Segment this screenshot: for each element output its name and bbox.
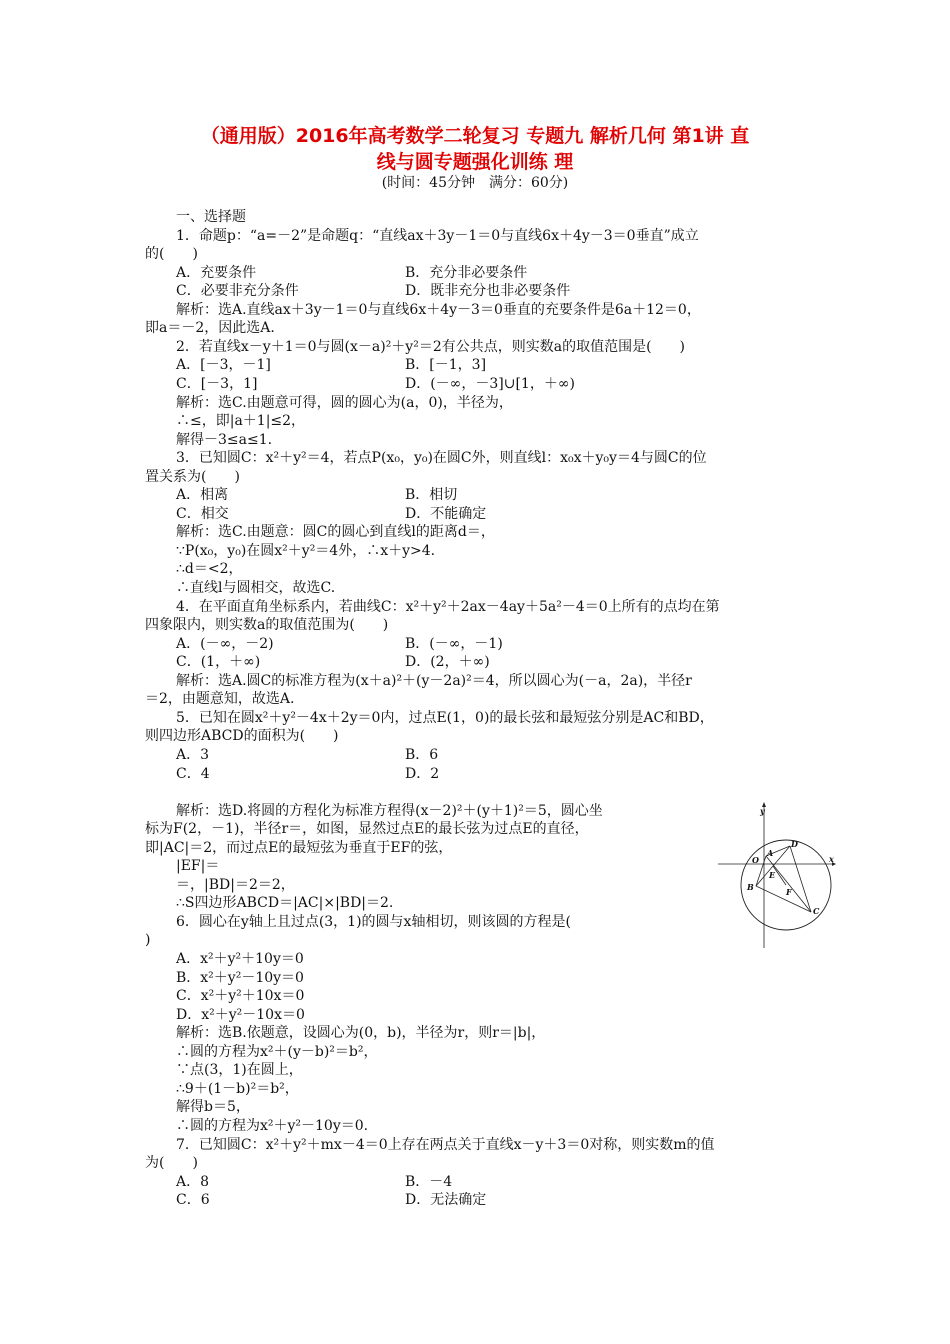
option-text: B．6 xyxy=(405,746,439,763)
label-a: A xyxy=(767,848,774,858)
line-text: 5．已知在圆x²＋y²－4x＋2y＝0内，过点E(1，0)的最长弦和最短弦分别是AC和BD， xyxy=(176,709,714,726)
text-line xyxy=(145,727,339,746)
text-line xyxy=(176,1061,303,1080)
line-text: A．充要条件 xyxy=(176,264,257,281)
text-line xyxy=(176,356,487,375)
line-text: C．4 xyxy=(176,765,210,782)
doc-subtitle: (时间：45分钟 满分：60分) xyxy=(381,175,569,191)
line-text: ∵P(x₀，y₀)在圆x²＋y²＝4外，∴x＋y>4. xyxy=(176,542,436,559)
option-text: B．[－1，3] xyxy=(405,357,487,374)
line-text: A．相离 xyxy=(176,487,229,504)
line-text: 四象限内，则实数a的取值范围为( ) xyxy=(145,617,389,634)
text-line xyxy=(176,969,304,988)
option-text: B．充分非必要条件 xyxy=(405,264,528,281)
doc-title-line-2: 线与圆专题强化训练 理 xyxy=(376,151,574,173)
label-f: F xyxy=(786,887,792,897)
line-text: 4．在平面直角坐标系内，若曲线C：x²＋y²＋2ax－4ay＋5a²－4＝0上所有的点均在第 xyxy=(176,598,720,615)
line-text: 为( ) xyxy=(145,1155,198,1172)
text-line xyxy=(176,542,435,561)
line-text: 标为F(2，－1)，半径r＝，如图，显然过点E的最长弦为过点E的直径， xyxy=(145,821,589,838)
text-line xyxy=(176,560,243,579)
text-line xyxy=(145,690,294,709)
text-line xyxy=(176,505,487,524)
text-line xyxy=(176,523,495,542)
line-text: A．x²＋y²＋10y＝0 xyxy=(176,951,304,967)
line-text: 6．圆心在y轴上且过点(3，1)的圆与x轴相切，则该圆的方程是( xyxy=(176,913,571,930)
text-line xyxy=(176,1173,453,1192)
option-text: D．2 xyxy=(405,765,440,782)
line-text: 解析：选C.由题意可得，圆的圆心为(a，0)，半径为， xyxy=(176,394,513,411)
text-line xyxy=(176,598,720,617)
text-line xyxy=(176,394,513,413)
line-text: 2．若直线x－y＋1＝0与圆(x－a)²＋y²＝2有公共点，则实数a的取值范围是( ) xyxy=(176,338,686,355)
text-line xyxy=(176,431,272,450)
line-text: 则四边形ABCD的面积为( ) xyxy=(145,728,339,745)
line-text: A．3 xyxy=(176,746,210,763)
line-text: 解得b＝5， xyxy=(176,1099,250,1116)
text-line xyxy=(176,746,439,765)
line-text: C．6 xyxy=(176,1192,210,1209)
text-line xyxy=(176,672,692,691)
text-line xyxy=(176,227,699,246)
text-line xyxy=(145,616,388,635)
line-text: A．[－3，－1] xyxy=(176,357,271,374)
text-line xyxy=(176,208,246,227)
option-text: D．(－∞，－3]∪[1，＋∞) xyxy=(405,375,575,392)
option-text: D．(2，＋∞) xyxy=(405,654,490,671)
text-line xyxy=(145,245,198,264)
line-text: ∴S四边形ABCD＝|AC|×|BD|＝2. xyxy=(176,895,394,912)
line-text: A．(－∞，－2) xyxy=(176,635,274,652)
text-line xyxy=(176,876,295,895)
line-text: ) xyxy=(145,932,151,949)
text-line xyxy=(145,468,240,487)
line-text: 解析：选C.由题意：圆C的圆心到直线l的距离d＝， xyxy=(176,524,495,541)
option-text: B．－4 xyxy=(405,1173,453,1190)
text-line xyxy=(145,931,150,950)
text-line xyxy=(145,839,452,858)
label-o: O xyxy=(752,855,759,865)
line-text: ＝2，由题意知，故选A. xyxy=(145,691,295,708)
line-text: ＝，|BD|＝2＝2， xyxy=(176,876,295,893)
text-line xyxy=(176,635,503,654)
line-text: ∴圆的方程为x²＋y²－10y＝0. xyxy=(176,1117,369,1134)
text-line xyxy=(176,301,701,320)
line-text: 7．已知圆C：x²＋y²＋mx－4＝0上存在两点关于直线x－y＋3＝0对称，则实数m的值 xyxy=(176,1136,715,1153)
option-text: D．既非充分也非必要条件 xyxy=(405,283,571,300)
line-text: |EF|＝ xyxy=(176,858,220,875)
option-text: B．相切 xyxy=(405,487,458,504)
text-line xyxy=(176,950,304,969)
line-text: D．x²＋y²－10x＝0 xyxy=(176,1006,305,1023)
text-line xyxy=(176,1024,545,1043)
text-line xyxy=(176,412,305,431)
line-text: 解析：选D.将圆的方程化为标准方程得(x－2)²＋(y＋1)²＝5，圆心坐 xyxy=(176,802,603,819)
text-line xyxy=(176,338,685,357)
line-text: 解析：选A.直线ax＋3y－1＝0与直线6x＋4y－3＝0垂直的充要条件是6a＋12＝0， xyxy=(176,301,701,318)
line-text: ∴≤，即|a＋1|≤2， xyxy=(176,413,306,430)
text-line xyxy=(176,857,219,876)
text-line xyxy=(176,264,528,283)
text-line xyxy=(176,1006,305,1025)
text-line xyxy=(145,319,275,338)
text-line xyxy=(176,1098,250,1117)
line-text: C．(1，＋∞) xyxy=(176,654,261,671)
line-text: ∵点(3，1)在圆上， xyxy=(176,1062,303,1079)
text-line xyxy=(176,579,335,598)
text-line xyxy=(176,375,575,394)
text-line xyxy=(145,1154,198,1173)
option-text: D．不能确定 xyxy=(405,505,487,522)
line-text: 解得－3≤a≤1. xyxy=(176,431,273,448)
text-line xyxy=(176,894,393,913)
label-c: C xyxy=(813,906,820,916)
line-text: ∴9＋(1－b)²＝b²， xyxy=(176,1080,299,1097)
line-text: A．8 xyxy=(176,1173,210,1190)
text-line xyxy=(176,1117,368,1136)
text-line xyxy=(176,653,490,672)
line-text: 3．已知圆C：x²＋y²＝4，若点P(x₀，y₀)在圆C外，则直线l：x₀x＋y₀y＝4与圆C的位 xyxy=(176,450,707,467)
circle-figure xyxy=(714,800,838,950)
line-text: C．必要非充分条件 xyxy=(176,283,299,300)
option-text: B．(－∞，－1) xyxy=(405,635,503,652)
side-dc xyxy=(790,846,811,912)
text-line xyxy=(176,913,571,932)
label-y: y xyxy=(760,806,765,816)
chord-ac xyxy=(766,856,811,912)
text-line xyxy=(176,802,603,821)
label-d: D xyxy=(791,839,798,849)
text-line xyxy=(176,765,440,784)
text-line xyxy=(176,449,707,468)
label-e: E xyxy=(769,870,776,880)
line-text: 即a＝－2，因此选A. xyxy=(145,320,275,337)
line-text: B．x²＋y²－10y＝0 xyxy=(176,969,304,986)
label-b: B xyxy=(747,882,754,892)
line-text: 解析：选B.依题意，设圆心为(0，b)，半径为r，则r＝|b|， xyxy=(176,1025,546,1042)
line-text: 的( ) xyxy=(145,246,198,263)
doc-title-line-1: （通用版）2016年高考数学二轮复习 专题九 解析几何 第1讲 直 xyxy=(200,125,750,147)
line-text: 一、选择题 xyxy=(176,209,246,225)
option-text: D．无法确定 xyxy=(405,1192,487,1209)
text-line xyxy=(176,486,458,505)
line-text: C．相交 xyxy=(176,505,229,522)
text-line xyxy=(176,1136,715,1155)
line-text: C．[－3，1] xyxy=(176,375,258,392)
line-text: 置关系为( ) xyxy=(145,468,240,485)
text-line xyxy=(145,820,589,839)
label-x: x xyxy=(829,854,834,864)
text-line xyxy=(176,282,571,301)
line-text: 解析：选A.圆C的标准方程为(x＋a)²＋(y－2a)²＝4，所以圆心为(－a，2a)，半径r xyxy=(176,672,692,689)
text-line xyxy=(176,709,714,728)
line-text: C．x²＋y²＋10x＝0 xyxy=(176,988,305,1005)
text-line xyxy=(176,1080,299,1099)
line-text: ∴圆的方程为x²＋(y－b)²＝b²， xyxy=(176,1043,378,1060)
text-line xyxy=(176,1043,378,1062)
line-text: 1．命题p：“a=－2”是命题q：“直线ax＋3y－1＝0与直线6x＋4y－3＝0垂直”成立 xyxy=(176,227,699,244)
line-text: ∴d＝<2， xyxy=(176,561,243,578)
line-text: ∴直线l与圆相交，故选C. xyxy=(176,580,336,596)
text-line xyxy=(176,987,304,1006)
text-line xyxy=(176,1191,487,1210)
line-text: 即|AC|＝2，而过点E的最短弦为垂直于EF的弦， xyxy=(145,839,453,856)
